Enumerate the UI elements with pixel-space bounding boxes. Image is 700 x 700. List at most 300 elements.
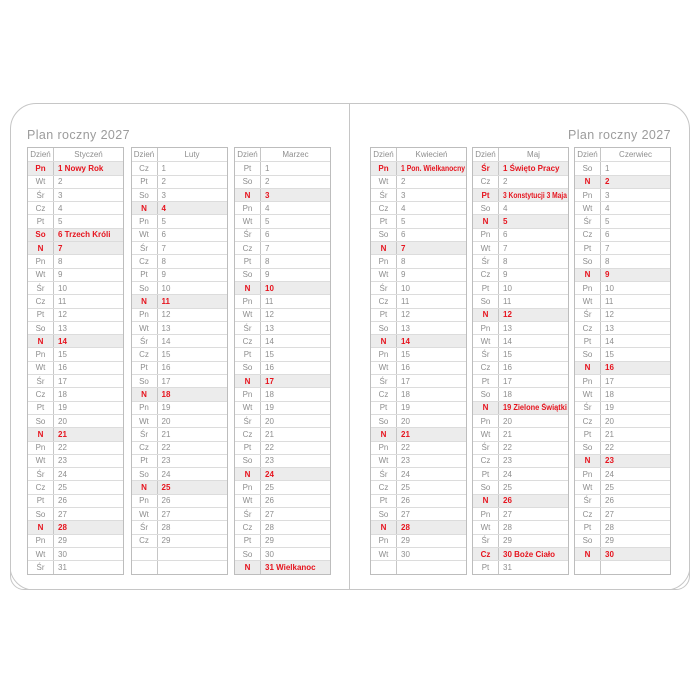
holiday-row [473,188,568,201]
weekday-cell: Pn [473,322,499,334]
date-cell: 19 [58,403,67,413]
weekday-cell: So [28,322,54,334]
date-cell: 16 [265,363,274,373]
weekday-cell: Pt [235,348,261,360]
holiday-row [575,175,670,188]
weekday-cell: Pn [28,348,54,360]
holiday-row [473,547,568,560]
weekday-cell: Pt [28,309,54,321]
day-row [473,387,568,400]
weekday-cell: Śr [235,322,261,334]
day-row [28,254,123,267]
day-row [28,268,123,281]
weekday-cell: Cz [28,202,54,214]
date-cell: 22 [265,443,274,453]
day-row [235,441,330,454]
weekday-cell: Pt [28,402,54,414]
date-cell: 7 [58,243,63,253]
date-cell: 29 [605,536,614,546]
date-cell: 16 [401,363,410,373]
day-row [371,547,466,560]
weekday-cell: Cz [575,415,601,427]
weekday-cell: Cz [371,295,397,307]
holiday-row [28,241,123,254]
day-row [575,534,670,547]
day-row [575,161,670,174]
weekday-cell: So [28,508,54,520]
month-name-header: Luty [184,150,200,160]
day-row [132,188,227,201]
day-row [132,268,227,281]
date-cell: 31 [58,562,67,572]
weekday-cell: Wt [575,388,601,400]
day-row [132,214,227,227]
weekday-cell: Pt [235,535,261,547]
date-cell: 29 [265,536,274,546]
date-cell: 2 [161,177,166,187]
day-row [575,228,670,241]
weekday-cell: Pn [371,442,397,454]
day-row [575,441,670,454]
weekday-cell: Pn [575,189,601,201]
weekday-cell: Pt [132,362,158,374]
weekday-cell: Śr [575,309,601,321]
date-cell [158,548,227,560]
weekday-cell: Cz [575,322,601,334]
date-cell: 17 [161,376,171,386]
day-row [28,507,123,520]
day-row [235,401,330,414]
day-row [371,401,466,414]
weekday-cell: Cz [473,269,499,281]
day-row [575,294,670,307]
date-cell: 30 [401,549,410,559]
day-row [371,281,466,294]
date-cell: 28 [58,522,67,532]
weekday-cell: Pn [28,442,54,454]
day-row [371,254,466,267]
day-row [132,281,227,294]
weekday-cell: Pn [371,162,397,174]
day-row [575,494,670,507]
holiday-row [371,241,466,254]
date-cell: 4 [58,203,63,213]
date-cell: 3 [605,190,610,200]
weekday-cell: Pn [575,375,601,387]
date-cell: 6 [161,230,166,240]
date-cell: 29 [58,536,67,546]
date-cell: 1 [265,163,270,173]
day-row [235,161,330,174]
weekday-cell: Cz [473,362,499,374]
date-cell: 1 Pon. Wielkanocny [401,163,466,173]
date-cell: 27 [401,509,410,519]
day-row [575,281,670,294]
date-cell: 20 [161,416,171,426]
day-row [235,268,330,281]
day-row [371,534,466,547]
weekday-cell: Śr [575,215,601,227]
day-row [473,427,568,440]
day-row [575,188,670,201]
day-row [473,228,568,241]
day-row [235,480,330,493]
day-row [235,214,330,227]
weekday-cell: N [371,335,397,347]
date-cell: 4 [605,203,610,213]
weekday-cell: Pt [28,215,54,227]
date-cell: 25 [503,483,512,493]
day-row [235,534,330,547]
weekday-cell: Śr [28,282,54,294]
day-row [473,480,568,493]
day-row [28,547,123,560]
weekday-cell: N [575,269,601,281]
day-row [132,534,227,547]
date-cell: 13 [58,323,67,333]
day-row [235,414,330,427]
weekday-cell: Cz [235,521,261,533]
weekday-cell: Śr [132,428,158,440]
day-row [132,241,227,254]
weekday-cell: Śr [28,189,54,201]
date-cell: 31 [503,562,512,572]
date-cell: 9 [58,270,63,280]
date-cell: 5 [401,217,406,227]
day-row [235,454,330,467]
day-row [473,441,568,454]
weekday-cell: So [235,176,261,188]
day-row [575,427,670,440]
weekday-cell: Cz [235,335,261,347]
weekday-cell: Wt [132,229,158,241]
date-cell: 25 [58,483,67,493]
weekday-cell: N [473,495,499,507]
holiday-row [371,334,466,347]
day-row [28,321,123,334]
weekday-cell: Śr [371,282,397,294]
month-header-row [473,148,568,161]
date-cell: 14 [161,336,171,346]
date-cell: 5 [503,217,508,227]
weekday-cell: So [575,442,601,454]
date-cell: 3 [58,190,63,200]
holiday-row [132,480,227,493]
day-row [371,294,466,307]
weekday-cell: So [235,269,261,281]
date-cell: 3 [161,190,166,200]
holiday-row [371,427,466,440]
date-cell: 13 [503,323,512,333]
weekday-cell: Pn [575,468,601,480]
day-row [132,507,227,520]
day-row [132,494,227,507]
holiday-row [371,161,466,174]
weekday-cell: Pt [575,521,601,533]
weekday-cell: Pt [235,255,261,267]
holiday-row [132,201,227,214]
holiday-row [575,547,670,560]
weekday-cell: Pt [28,495,54,507]
weekday-cell: Wt [371,548,397,560]
day-row [473,361,568,374]
weekday-cell: Pn [28,535,54,547]
weekday-cell: Cz [28,295,54,307]
weekday-cell: Pt [473,189,499,201]
weekday-cell: Cz [473,548,499,560]
weekday-cell: So [473,202,499,214]
weekday-cell [575,561,601,573]
weekday-cell: Pt [371,495,397,507]
weekday-cell: Pn [28,255,54,267]
date-cell: 22 [161,443,171,453]
day-row [132,427,227,440]
day-row [575,347,670,360]
weekday-cell: Wt [473,335,499,347]
weekday-cell: N [575,176,601,188]
page-title: Plan roczny 2027 [568,128,671,142]
date-cell: 20 [401,416,410,426]
holiday-row [575,268,670,281]
weekday-cell: N [473,215,499,227]
date-cell: 7 [161,243,166,253]
date-cell: 19 Zielone Świątki [503,403,567,413]
date-cell: 5 [605,217,610,227]
weekday-cell: Pt [473,375,499,387]
weekday-cell: Pt [132,269,158,281]
holiday-row [473,214,568,227]
weekday-cell: Pn [132,495,158,507]
date-cell: 22 [605,443,614,453]
empty-row [371,560,466,573]
day-row [28,347,123,360]
weekday-cell: Wt [28,269,54,281]
weekday-cell: N [235,282,261,294]
day-row [371,188,466,201]
day-row [28,494,123,507]
month-name-header: Czerwiec [619,150,652,160]
date-cell: 10 [605,283,614,293]
weekday-cell: Cz [473,455,499,467]
day-row [28,281,123,294]
weekday-cell: So [371,229,397,241]
date-cell [601,561,670,573]
date-cell: 23 [503,456,512,466]
day-row [473,560,568,573]
weekday-cell: Pn [132,402,158,414]
date-cell: 13 [161,323,171,333]
date-cell: 20 [265,416,274,426]
date-cell: 30 [58,549,67,559]
day-row [235,294,330,307]
day-row [132,414,227,427]
day-row [28,441,123,454]
day-row [371,201,466,214]
weekday-cell: So [28,415,54,427]
date-cell: 21 [503,429,512,439]
date-cell: 8 [161,257,166,267]
date-cell: 30 [265,549,274,559]
month-table-czerwiec [574,147,671,575]
weekday-cell: So [575,162,601,174]
date-cell: 17 [503,376,512,386]
date-cell: 18 [161,389,171,399]
date-cell: 17 [401,376,410,386]
day-row [473,507,568,520]
weekday-cell: Pt [132,176,158,188]
day-row [132,347,227,360]
weekday-cell: So [235,455,261,467]
date-cell: 2 [58,177,63,187]
weekday-cell: N [235,375,261,387]
date-cell: 1 [605,163,610,173]
date-cell: 26 [605,496,614,506]
weekday-cell: Cz [132,348,158,360]
date-cell: 19 [265,403,274,413]
date-cell: 13 [605,323,614,333]
date-cell: 31 Wielkanoc [265,562,316,572]
weekday-cell: Wt [28,548,54,560]
date-cell: 24 [265,469,274,479]
weekday-cell: Wt [235,309,261,321]
weekday-cell: Śr [473,255,499,267]
date-cell: 9 [503,270,508,280]
date-cell: 29 [401,536,410,546]
month-name-header: Marzec [282,150,309,160]
date-cell: 1 Nowy Rok [58,163,104,173]
weekday-cell: N [235,561,261,573]
weekday-cell: So [473,388,499,400]
date-cell: 2 [265,177,270,187]
date-cell: 1 [161,163,166,173]
weekday-cell: Cz [575,508,601,520]
empty-row [132,560,227,573]
date-cell: 7 [265,243,270,253]
day-row [28,374,123,387]
date-cell: 11 [265,296,274,306]
date-cell: 15 [401,350,410,360]
day-row [371,441,466,454]
date-cell: 20 [605,416,614,426]
weekday-cell: Wt [28,455,54,467]
weekday-cell: Śr [28,375,54,387]
date-cell: 16 [605,363,614,373]
day-row [473,414,568,427]
date-cell: 8 [503,257,508,267]
weekday-cell: Wt [575,202,601,214]
weekday-cell: N [371,242,397,254]
weekday-cell: N [132,202,158,214]
weekday-cell: Pt [473,561,499,573]
holiday-row [28,520,123,533]
weekday-cell: N [575,362,601,374]
weekday-cell: Pt [575,242,601,254]
date-cell: 18 [401,389,410,399]
day-row [473,281,568,294]
day-row [575,467,670,480]
date-cell: 29 [161,536,171,546]
weekday-cell: So [473,481,499,493]
date-cell: 26 [503,496,512,506]
holiday-row [371,520,466,533]
date-cell: 16 [503,363,512,373]
date-cell: 14 [605,336,614,346]
weekday-cell: N [575,455,601,467]
day-row [132,454,227,467]
weekday-cell: So [575,535,601,547]
day-row [575,214,670,227]
date-cell [158,561,227,573]
day-row [575,374,670,387]
date-cell: 19 [605,403,614,413]
date-cell: 30 [605,549,614,559]
date-cell: 28 [605,522,614,532]
weekday-cell: Śr [235,229,261,241]
day-row [371,308,466,321]
weekday-cell: So [132,375,158,387]
date-cell: 18 [58,389,67,399]
weekday-cell: Wt [28,362,54,374]
day-row [28,454,123,467]
weekday-cell: Pt [235,162,261,174]
weekday-cell: So [371,415,397,427]
day-row [575,321,670,334]
day-row [132,401,227,414]
holiday-row [28,161,123,174]
day-row [575,414,670,427]
holiday-row [132,294,227,307]
date-cell: 9 [401,270,406,280]
day-row [371,268,466,281]
day-row [132,361,227,374]
date-cell: 17 [58,376,67,386]
date-cell: 12 [58,310,67,320]
date-cell: 26 [161,496,171,506]
holiday-row [235,374,330,387]
date-cell: 24 [605,469,614,479]
day-row [371,480,466,493]
date-cell: 4 [401,203,406,213]
day-row [371,321,466,334]
weekday-cell: Pt [132,455,158,467]
day-row [473,254,568,267]
weekday-cell: So [132,468,158,480]
weekday-cell: Śr [473,535,499,547]
weekday-cell: Pn [473,508,499,520]
weekday-cell: Śr [473,348,499,360]
day-row [235,507,330,520]
holiday-row [235,560,330,573]
weekday-cell: Wt [371,455,397,467]
day-row [371,454,466,467]
day-row [575,401,670,414]
date-cell: 7 [503,243,508,253]
day-row [28,401,123,414]
date-cell: 23 [401,456,410,466]
date-cell [397,561,466,573]
holiday-row [473,161,568,174]
date-cell: 26 [58,496,67,506]
weekday-cell: Śr [371,375,397,387]
date-cell: 25 [401,483,410,493]
day-row [132,228,227,241]
holiday-row [575,454,670,467]
weekday-cell: Śr [575,402,601,414]
date-cell: 20 [58,416,67,426]
weekday-cell: Wt [132,322,158,334]
day-col-header: Dzień [28,148,54,161]
day-row [575,201,670,214]
